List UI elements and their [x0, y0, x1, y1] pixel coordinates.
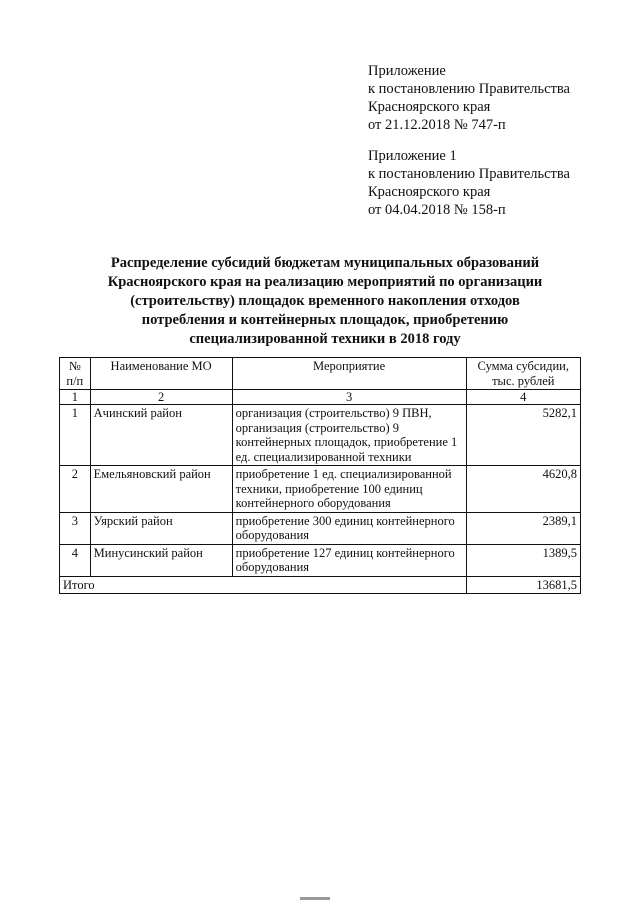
- row-activity: приобретение 300 единиц контейнерного оборудования: [232, 512, 466, 544]
- appendix-current-line: Приложение: [368, 63, 446, 79]
- appendix-current-line: к постановлению Правительства: [368, 81, 570, 97]
- row-num: 4: [60, 544, 91, 576]
- row-num: 2: [60, 466, 91, 513]
- row-activity: приобретение 1 ед. специализированной техники, приобретение 100 единиц контейнерного оборудования: [232, 466, 466, 513]
- appendix-current-line: Красноярского края: [368, 99, 491, 115]
- table-row: [60, 466, 581, 513]
- header-activity: Мероприятие: [232, 358, 466, 390]
- title-line: специализированной техники в 2018 году: [189, 331, 461, 347]
- subsidy-table: [59, 357, 581, 594]
- row-activity: приобретение 127 единиц контейнерного оборудования: [232, 544, 466, 576]
- total-label: Итого: [60, 576, 467, 594]
- appendix-original-line: Красноярского края: [368, 184, 491, 200]
- header-num: № п/п: [60, 358, 91, 390]
- row-sum: 2389,1: [466, 512, 580, 544]
- appendix-original-block: [368, 147, 630, 219]
- title-line: потребления и контейнерных площадок, приобретению: [141, 312, 509, 328]
- row-name: Емельяновский район: [90, 466, 232, 513]
- table-row: [60, 512, 581, 544]
- header-sum: Сумма субсидии, тыс. рублей: [466, 358, 580, 390]
- title-line: (строительству) площадок временного накопления отходов: [130, 293, 520, 309]
- appendix-original-line: Приложение 1: [368, 148, 457, 164]
- column-index: 2: [90, 390, 232, 405]
- appendix-current-block: [368, 62, 630, 134]
- column-index-row: [60, 390, 581, 405]
- table-row: [60, 544, 581, 576]
- row-sum: 4620,8: [466, 466, 580, 513]
- row-name: Уярский район: [90, 512, 232, 544]
- column-index: 4: [466, 390, 580, 405]
- table-row: [60, 405, 581, 466]
- appendix-original-line: к постановлению Правительства: [368, 166, 570, 182]
- row-activity: организация (строительство) 9 ПВН, организация (строительство) 9 контейнерных площадок, приобретение 1 ед. специализированной техники: [232, 405, 466, 466]
- column-index: 1: [60, 390, 91, 405]
- header-name: Наименование МО: [90, 358, 232, 390]
- row-num: 3: [60, 512, 91, 544]
- column-index: 3: [232, 390, 466, 405]
- table-header-row: [60, 358, 581, 390]
- row-name: Минусинский район: [90, 544, 232, 576]
- row-sum: 1389,5: [466, 544, 580, 576]
- total-row: [60, 576, 581, 594]
- appendix-original-line: от 04.04.2018 № 158-п: [368, 202, 506, 218]
- total-sum: 13681,5: [466, 576, 580, 594]
- scan-edge-mark: [300, 897, 330, 900]
- title-line: Распределение субсидий бюджетам муниципальных образований: [110, 255, 540, 271]
- row-name: Ачинский район: [90, 405, 232, 466]
- title-line: Красноярского края на реализацию мероприятий по организации: [107, 274, 543, 290]
- row-num: 1: [60, 405, 91, 466]
- appendix-current-line: от 21.12.2018 № 747-п: [368, 117, 506, 133]
- document-title: [60, 254, 590, 349]
- row-sum: 5282,1: [466, 405, 580, 466]
